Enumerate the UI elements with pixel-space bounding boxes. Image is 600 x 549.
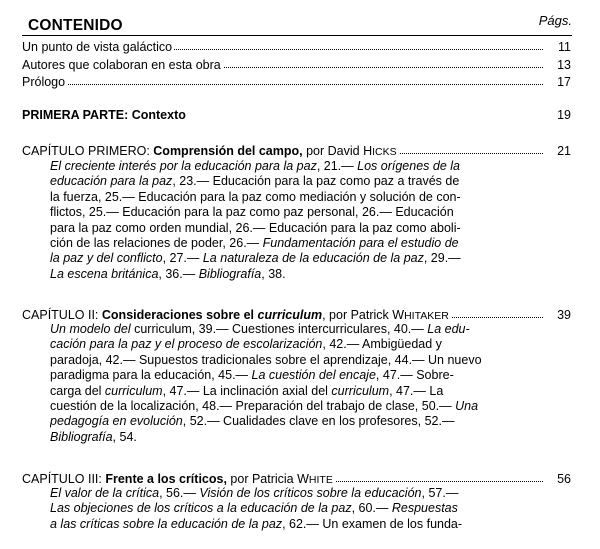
summary-line [50, 368, 556, 383]
summary-text: Visión de los críticos sobre la educación [199, 486, 422, 500]
part-heading-page: 19 [557, 108, 571, 122]
toc-entry-page: 13 [557, 58, 571, 72]
summary-line [50, 267, 556, 282]
toc-entry [22, 56, 571, 74]
toc-entry-label: Prólogo [22, 75, 66, 89]
summary-line [50, 322, 556, 337]
summary-text: , 38. [261, 266, 286, 281]
summary-text: , 47.— La inclinación axial del [162, 383, 332, 398]
summary-text: , 52.— Cualidades clave en los profesores, 52.— [182, 414, 455, 429]
chapter-page: 39 [557, 308, 571, 322]
summary-text: Las objeciones de los críticos a la educación de la paz [50, 501, 352, 516]
chapter-summary [50, 322, 556, 445]
summary-text: curriculum [104, 383, 163, 398]
summary-line [50, 337, 556, 352]
summary-text: educación para la paz [50, 174, 173, 189]
toc-entry-page: 17 [557, 75, 571, 89]
summary-text: , 29.— [423, 251, 461, 266]
summary-text: , 57.— [421, 486, 459, 500]
summary-text: ción de las relaciones de poder, 26.— [50, 236, 263, 251]
summary-line [50, 174, 556, 189]
summary-text: La cuestión del encaje [251, 368, 376, 383]
summary-text: cuestión de la localización, 48.— Preparación del trabajo de clase, 50.— [50, 399, 456, 414]
chapter-summary [50, 486, 556, 532]
chapter-page: 56 [557, 472, 571, 486]
summary-line [50, 430, 556, 445]
toc-entry [22, 73, 571, 91]
summary-line [50, 159, 556, 174]
summary-text: , 47.— Sobre- [375, 368, 454, 383]
summary-text: , 62.— Un examen de los funda- [282, 516, 463, 531]
summary-line [50, 486, 556, 501]
summary-text: , 60.— [351, 501, 392, 516]
summary-text: El valor de la crítica [50, 486, 160, 500]
summary-text: La naturaleza de la educación de la paz [202, 251, 424, 266]
summary-text: , 56.— [159, 486, 200, 500]
toc-entry-page: 11 [558, 40, 571, 54]
summary-text: Bibliografía [50, 429, 113, 444]
summary-text: carga del [50, 383, 105, 398]
heading-divider [22, 35, 572, 36]
chapter-page: 21 [557, 144, 571, 158]
pages-column-label: Págs. [538, 13, 572, 28]
toc-entry-label: Un punto de vista galáctico [22, 40, 173, 54]
summary-text: El creciente interés por la educación para la paz [50, 159, 317, 173]
chapter-heading-label: CAPÍTULO II: Consideraciones sobre el curriculum, por Patrick WHITAKER [22, 306, 451, 325]
summary-text: Los orígenes de la [357, 159, 460, 173]
summary-line [50, 205, 556, 220]
summary-text: Un modelo del [50, 322, 131, 336]
summary-line [50, 353, 556, 368]
summary-text: paradoja, 42.— Supuestos tradicionales sobre el aprendizaje, 44.— Un nuevo [50, 352, 482, 367]
chapter-heading-label: CAPÍTULO PRIMERO: Comprensión del campo, por David HICKS [22, 142, 399, 161]
summary-line [50, 251, 556, 266]
summary-text: la paz y del conflicto [50, 251, 163, 266]
summary-text: , 23.— Educación para la paz como paz a través de [172, 174, 460, 189]
chapter-summary [50, 159, 556, 282]
summary-text: curriculum, 39.— Cuestiones intercurriculares, 40.— [130, 322, 428, 336]
toc-entry-label: Autores que colaboran en esta obra [22, 58, 221, 72]
dot-leader [22, 84, 543, 85]
summary-line [50, 399, 556, 414]
summary-line [50, 190, 556, 205]
summary-text: , 54. [112, 429, 137, 444]
part-heading-label: PRIMERA PARTE: Contexto [22, 108, 186, 122]
summary-text: , 42.— Ambigüedad y [322, 337, 442, 352]
summary-text: La edu- [427, 322, 470, 336]
summary-text: paradigma para la educación, 45.— [50, 368, 252, 383]
summary-text: a las críticas sobre la educación de la paz [50, 516, 283, 531]
summary-text: flictos, 25.— Educación para la paz como paz personal, 26.— Educación [50, 205, 454, 220]
summary-text: Bibliografía [198, 266, 262, 281]
summary-text: Respuestas [391, 501, 458, 516]
summary-line [50, 384, 556, 399]
summary-text: para la paz como orden mundial, 26.— Educación para la paz como aboli- [50, 220, 461, 235]
contents-heading: CONTENIDO [28, 17, 123, 34]
summary-text: cación para la paz y el proceso de escolarización [50, 337, 323, 352]
summary-line [50, 236, 556, 251]
summary-text: , 21.— [316, 159, 358, 173]
toc-entry [22, 38, 571, 56]
summary-text: Fundamentación para el estudio de [262, 236, 459, 251]
summary-text: la fuerza, 25.— Educación para la paz como mediación y solución de con- [50, 189, 461, 204]
chapter-heading-label: CAPÍTULO III: Frente a los críticos, por Patricia WHITE [22, 470, 335, 489]
summary-line [50, 414, 556, 429]
summary-text: , 47.— La [389, 383, 444, 398]
summary-text: , 27.— [162, 251, 203, 266]
summary-text: Una [455, 399, 479, 414]
summary-line [50, 517, 556, 532]
part-heading [22, 106, 571, 124]
summary-text: , 36.— [158, 266, 199, 281]
summary-text: pedagogía en evolución [50, 414, 183, 429]
summary-line [50, 221, 556, 236]
summary-line [50, 501, 556, 516]
summary-text: curriculum [331, 383, 390, 398]
chapter-heading [22, 142, 571, 160]
summary-text: La escena británica [50, 266, 159, 281]
